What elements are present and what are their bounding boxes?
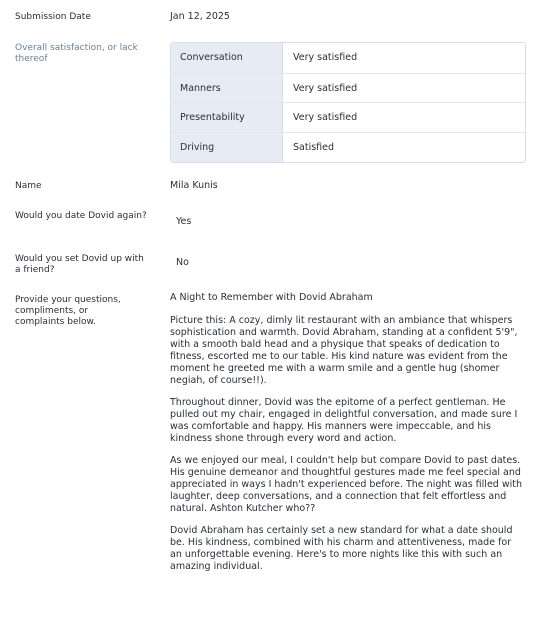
comments-paragraph: As we enjoyed our meal, I couldn't help but compare Dovid to past dates. His genuine demeanor and thoughtful gestures made me feel special and appreciated in ways I hadn't experienced before. The night was filled with laughter, deep conversations, and a connection that felt effortless and natural. Ashton Kutcher who??	[170, 455, 522, 514]
rating-category: Conversation	[171, 43, 283, 73]
comments-label: Provide your questions, compliments, or complaints below.	[15, 295, 121, 327]
table-row	[171, 73, 525, 104]
comments-body	[170, 292, 524, 583]
date-again-value: Yes	[176, 216, 192, 227]
set-up-value: No	[176, 257, 189, 268]
name-label: Name	[15, 181, 42, 191]
rating-value: Very satisfied	[293, 112, 358, 123]
rating-category: Presentability	[171, 103, 283, 133]
name-value: Mila Kunis	[170, 180, 218, 191]
satisfaction-table	[170, 42, 526, 163]
rating-category: Manners	[171, 74, 283, 104]
rating-value: Very satisfied	[293, 52, 358, 63]
set-up-label: Would you set Dovid up with a friend?	[15, 254, 144, 275]
table-row	[171, 132, 525, 163]
rating-value: Satisfied	[293, 141, 335, 153]
submission-date-value: Jan 12, 2025	[170, 11, 230, 22]
submission-date-label: Submission Date	[15, 12, 91, 22]
comments-paragraph: Dovid Abraham has certainly set a new standard for what a date should be. His kindness, combined with his charm and attentiveness, made for an unforgettable evening. Here's to more nights like this with such an amazing individual.	[170, 525, 513, 572]
satisfaction-label: Overall satisfaction, or lack thereof	[15, 43, 138, 64]
rating-value: Very satisfied	[293, 82, 358, 94]
comments-title: A Night to Remember with Dovid Abraham	[170, 292, 373, 303]
table-row	[171, 102, 525, 133]
rating-category: Driving	[171, 133, 283, 163]
comments-paragraph: Throughout dinner, Dovid was the epitome of a perfect gentleman. He pulled out my chair, engaged in delightful conversation, and made sure I was comfortable and happy. His manners were impeccable, and his kindness shone through every word and action.	[170, 397, 518, 444]
table-row	[171, 43, 525, 73]
comments-paragraph: Picture this: A cozy, dimly lit restaurant with an ambiance that whispers sophistication and warmth. Dovid Abraham, standing at a confident 5'9", with a smooth bald head and a physique that speaks of dedication to fitness, escorted me to our table. His kind nature was evident from the moment he greeted me with a warm smile and a gentle hug (shomer negiah, of course!!).	[170, 315, 518, 386]
date-again-label: Would you date Dovid again?	[15, 211, 147, 221]
